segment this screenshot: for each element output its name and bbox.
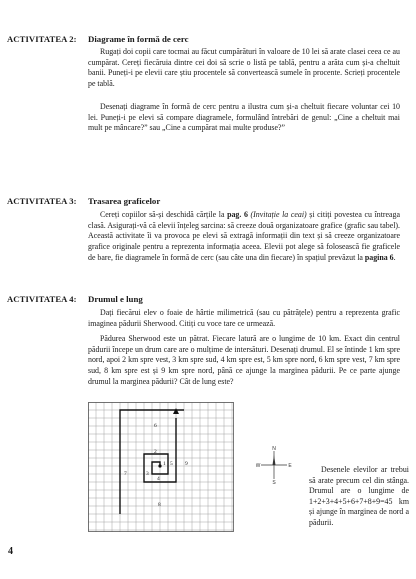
activity-2-paragraph-1: Rugați doi copii care tocmai au făcut cumpărături în valoare de 10 lei să arate clasei ceea ce au cumpărat. Cereți fiecăruia dintre cei doi să scrie o listă pe tablă, pentru a arăta cum și-a cheltuit banii. Puneți-i pe elevii care știu procentele să convertească sumele în procente. Scrieți procentele pe tablă. — [88, 47, 400, 89]
north-arrow-tip — [173, 408, 179, 414]
activity-2-paragraph-2: Desenați diagrame în formă de cerc pentru a ilustra cum și-a cheltuit fiecare voluntar cei 10 lei. Puneți-i pe elevi să compare diagramele, formulând întrebări de genul: „Cine a cheltuit mai mult pe mâncare?” sau „Cine a cumpărat mai multe produse?” — [88, 102, 400, 133]
activity-4-label: ACTIVITATEA 4: — [7, 294, 77, 304]
activity-3-text-a: Cereți copiilor să-și deschidă cărțile la — [100, 210, 228, 219]
compass-west-label: W — [256, 463, 261, 469]
activity-4-paragraph-1: Dați fiecărui elev o foaie de hârtie milimetrică (sau cu pătrățele) pentru a reprezenta grafic imaginea pădurii Sherwood. Citiți cu voce tare ce urmează. — [88, 308, 400, 328]
page-number: 4 — [8, 546, 13, 557]
segment-label-2: 2 — [154, 449, 157, 455]
activity-3-text-b: și citiți povestea cu întreaga clasă. Asigurați-vă că elevii înțeleg sarcina: să creeze două organizatoare grafice (grafic sau tabel). Această activitate îi va provoca pe elevi să extragă informații din text și să creeze organizatoare grafice originale pentru a reprezenta informația aceea. Elevii pot alege să folosească fie graficele de bare, fie diagramele în formă de cerc (sau câte una din fiecare) în spațiul prevăzut la — [88, 210, 401, 262]
activity-2-label: ACTIVITATEA 2: — [7, 34, 77, 44]
segment-label-7: 7 — [124, 471, 127, 477]
activity-3-story-title: (Invitație la ceai) — [247, 210, 307, 219]
activity-2-title: Diagrame în formă de cerc — [88, 34, 189, 44]
activity-4-paragraph-2: Pădurea Sherwood este un pătrat. Fiecare latură are o lungime de 10 km. Exact din centrul pădurii începe un drum care are o mulțime de intersături. Desenați drumul. El se întinde 1 km spre nord, apoi 2 km spre vest, 3 km spre sud, 4 km spre est, 5 km spre nord, 6 km spre vest, 7 km spre sud, 8 km spre est și 9 km spre nord, până ce ajunge la marginea pădurii. Pe ce parte ajunge drumul la marginea pădurii? Cât de lung este? — [88, 334, 400, 386]
activity-3-page-ref: pag. 6 — [227, 210, 248, 219]
activity-3-paragraph — [88, 210, 400, 264]
compass-south-label: S — [272, 480, 276, 485]
activity-3-title: Trasarea graficelor — [88, 196, 161, 206]
compass-north-label: N — [272, 446, 276, 452]
activity-4-title: Drumul e lung — [88, 294, 143, 304]
forest-path-grid-figure — [88, 402, 234, 532]
segment-label-8: 8 — [158, 502, 161, 508]
activity-4-answer-text: Desenele elevilor ar trebui să arate precum cel din stânga. Drumul are o lungime de 1+2+3+4+5+6+7+8+9=45 km și ajunge în marginea de nord a pădurii. — [309, 465, 409, 527]
segment-label-9: 9 — [185, 461, 188, 467]
compass-rose-icon — [256, 445, 292, 485]
segment-label-6: 6 — [154, 423, 157, 429]
segment-label-3: 3 — [146, 471, 149, 477]
activity-3-label: ACTIVITATEA 3: — [7, 196, 77, 206]
activity-3-page-ref-2: pagina 6 — [364, 252, 394, 262]
segment-label-1: 1 — [163, 461, 166, 467]
forest-center-point — [158, 464, 161, 467]
segment-label-5: 5 — [170, 461, 173, 467]
activity-3-text-end: . — [393, 252, 396, 262]
compass-east-label: E — [288, 463, 292, 469]
segment-label-4: 4 — [157, 476, 160, 482]
